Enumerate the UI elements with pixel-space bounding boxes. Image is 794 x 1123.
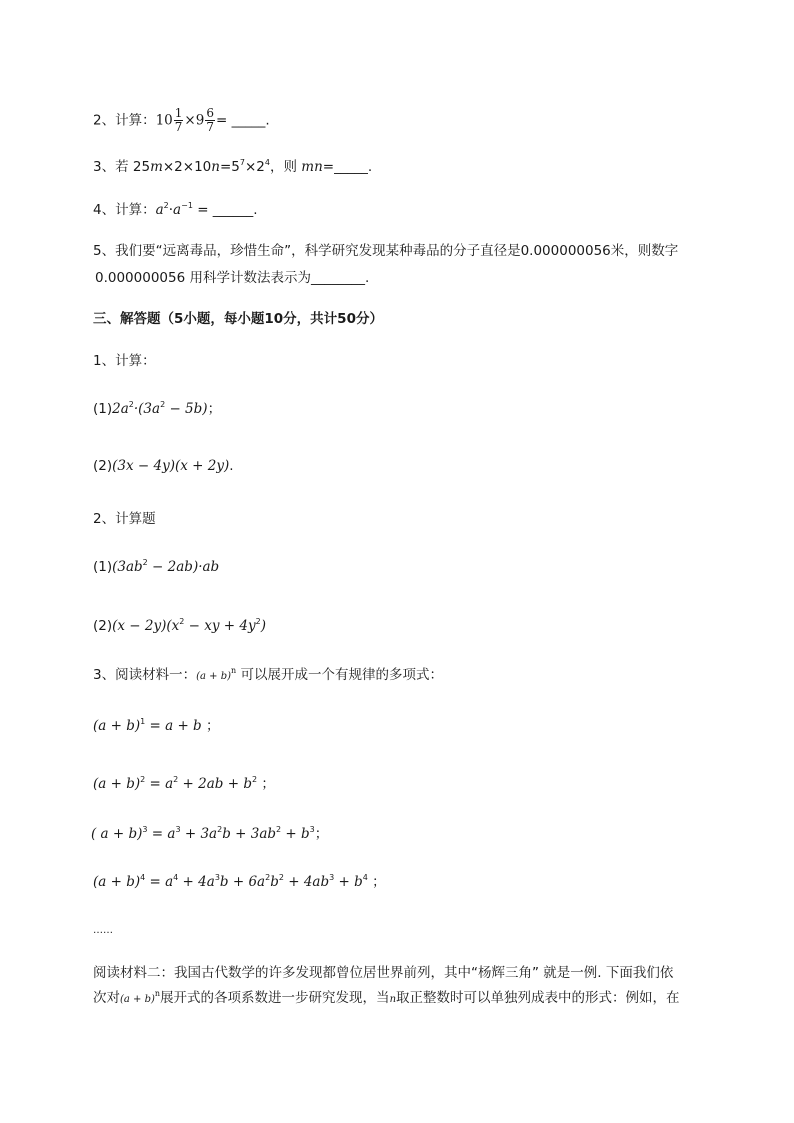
- p2-item2-index: (2): [93, 618, 113, 634]
- p2-item2-exp2: 2: [255, 617, 261, 626]
- q3-var-mn: mn: [301, 159, 323, 175]
- eq3-r2-exp: 2: [217, 825, 223, 834]
- eq3-lhs: ( a + b): [91, 826, 143, 842]
- eq3-r1: = a: [147, 826, 176, 842]
- expansion-eq-1: [93, 717, 220, 735]
- eq2-r1-exp: 2: [173, 775, 179, 784]
- eq2-r2-exp: 2: [251, 775, 258, 784]
- question-2: [93, 107, 270, 134]
- q3-exp-1: 7: [239, 158, 245, 167]
- p3-intro-binomial: (a + b): [196, 671, 231, 682]
- eq4-r6-exp: 4: [362, 873, 368, 882]
- eq4-lhs: (a + b): [93, 874, 141, 890]
- rm2-var-n: n: [389, 994, 397, 1005]
- eq4-r1: = a: [145, 874, 174, 890]
- reading-material-2-line-2: [93, 986, 743, 1012]
- eq2-exp: 2: [140, 775, 146, 784]
- question-5-line-1: 5、我们要“远离毒品，珍惜生命”，科学研究发现某种毒品的分子直径是0.000000056米，则数字: [93, 243, 679, 259]
- eq4-r3: b + 6a: [219, 874, 266, 890]
- eq4-r5: + 4ab: [283, 874, 330, 890]
- reading-material-2: [93, 961, 743, 1012]
- p2-item1-a: (3ab: [112, 559, 143, 575]
- q3-text-d: ×2: [244, 159, 265, 175]
- question-4-label: 4、计算：: [93, 202, 156, 218]
- q3-exp-2: 4: [264, 158, 270, 167]
- p1-item1-c: − 5b): [165, 401, 208, 417]
- q3-text-b: ×2×10: [162, 159, 212, 175]
- problem-2-item-1: [93, 558, 219, 576]
- eq1-end: ；: [201, 718, 220, 734]
- q3-text-e: ，则: [269, 159, 302, 175]
- q3-var-m: m: [150, 159, 163, 175]
- p1-item1-exp2: 2: [160, 400, 166, 409]
- fraction-2-denominator: 7: [206, 120, 214, 134]
- eq3-r4-exp: 3: [309, 825, 315, 834]
- q4-var-a2: a: [173, 202, 182, 218]
- fraction-2: [205, 107, 215, 134]
- section-3-title: 三、解答题（5小题，每小题10分，共计50分）: [93, 311, 383, 327]
- rm2-binomial-exp: n: [154, 989, 161, 998]
- p1-item2-index: (2): [93, 458, 113, 474]
- question-2-label: 2、计算：: [93, 112, 156, 129]
- eq4-r1-exp: 4: [173, 873, 179, 882]
- expansion-eq-2: [93, 775, 275, 793]
- eq4-r4-exp: 2: [278, 873, 284, 882]
- eq2-end: ；: [257, 776, 275, 792]
- problem-1-item-2: [93, 457, 234, 475]
- eq4-r3-exp: 2: [265, 873, 271, 882]
- eq4-r6: + b: [334, 874, 363, 890]
- rm2-text-1: 次对: [93, 990, 120, 1006]
- problem-3-intro: [93, 666, 443, 686]
- p1-item1-end: ；: [207, 401, 222, 417]
- eq2-r1: = a: [145, 776, 174, 792]
- fraction-2-numerator: 6: [206, 106, 214, 120]
- eq1-exp: 1: [140, 717, 146, 726]
- p2-item2-exp1: 2: [179, 617, 185, 626]
- problem-2-item-2: [93, 617, 266, 635]
- eq3-exp: 3: [142, 825, 148, 834]
- p1-item2-a: (3x − 4y)(x + 2y): [112, 458, 230, 474]
- eq4-r2: + 4a: [178, 874, 215, 890]
- question-5-line-2: 0.000000056 用科学计数法表示为________.: [95, 270, 370, 286]
- rm2-text-3: 取正整数时可以单独列成表中的形式：例如，在: [396, 990, 680, 1006]
- eq3-r3: b + 3ab: [222, 826, 277, 842]
- mixed-number-whole-1: 10: [155, 112, 173, 129]
- p1-item1-a: 2a: [112, 401, 129, 417]
- expansion-eq-4: [93, 873, 386, 891]
- p2-item1-index: (1): [93, 559, 113, 575]
- question-3: [93, 158, 372, 176]
- eq4-end: ；: [367, 874, 386, 890]
- p1-item1-exp1: 2: [128, 400, 134, 409]
- problem-1-item-1: [93, 400, 221, 418]
- eq1-rhs: = a + b: [145, 718, 202, 734]
- eq3-r4: + b: [281, 826, 310, 842]
- answer-blank: = _____.: [215, 112, 270, 129]
- fraction-1-denominator: 7: [174, 120, 183, 134]
- p3-intro-a: 3、阅读材料一：: [93, 667, 197, 683]
- eq3-end: ；: [314, 826, 329, 842]
- p1-item1-b: ·(3a: [133, 401, 161, 417]
- rm2-text-2: 展开式的各项系数进一步研究发现，当: [160, 990, 390, 1006]
- problem-1-label: 1、计算：: [93, 353, 156, 369]
- eq4-exp: 4: [140, 873, 146, 882]
- p2-item2-b: − xy + 4y: [184, 618, 256, 634]
- q3-var-n: n: [211, 159, 220, 175]
- p1-item1-index: (1): [93, 401, 113, 417]
- q4-exp-1: 2: [163, 201, 169, 210]
- times-nine: ×9: [184, 112, 205, 129]
- ellipsis: ……: [93, 925, 113, 936]
- expansion-eq-3: [91, 825, 328, 843]
- eq3-r1-exp: 3: [175, 825, 181, 834]
- p1-item2-end: .: [229, 458, 234, 474]
- q3-text-c: =5: [219, 159, 240, 175]
- eq2-r2: + 2ab + b: [178, 776, 252, 792]
- question-4: 4、计算：$a^2\cdot a^{-1}$ = ______.: [93, 201, 258, 218]
- reading-material-2-line-1: 阅读材料二：我国古代数学的许多发现都曾位居世界前列，其中“杨辉三角” 就是一例. 下面我们依: [93, 965, 674, 981]
- q4-var-a1: a: [155, 202, 164, 218]
- eq3-r2: + 3a: [180, 826, 218, 842]
- rm2-binomial: (a + b): [120, 994, 155, 1005]
- eq1-lhs: (a + b): [93, 718, 141, 734]
- problem-2-label: 2、计算题: [93, 511, 156, 527]
- p2-item1-exp1: 2: [142, 558, 148, 567]
- eq4-r5-exp: 3: [329, 873, 335, 882]
- eq3-r3-exp: 2: [276, 825, 282, 834]
- q4-answer-blank: = ______.: [192, 202, 258, 218]
- p3-intro-exp: n: [231, 666, 237, 675]
- q4-exp-2: −1: [181, 201, 193, 210]
- eq2-lhs: (a + b): [93, 776, 141, 792]
- p2-item2-a: (x − 2y)(x: [112, 618, 180, 634]
- p2-item1-b: − 2ab)·ab: [147, 559, 220, 575]
- fraction-1-numerator: 1: [174, 106, 183, 120]
- q3-text-a: 3、若 25: [93, 159, 151, 175]
- eq4-r4: b: [270, 874, 279, 890]
- q3-answer-blank: =_____.: [322, 159, 373, 175]
- fraction-1: [174, 107, 184, 134]
- eq4-r2-exp: 3: [214, 873, 220, 882]
- p2-item2-c: ): [260, 618, 266, 634]
- p3-intro-b: 可以展开成一个有规律的多项式：: [236, 667, 443, 683]
